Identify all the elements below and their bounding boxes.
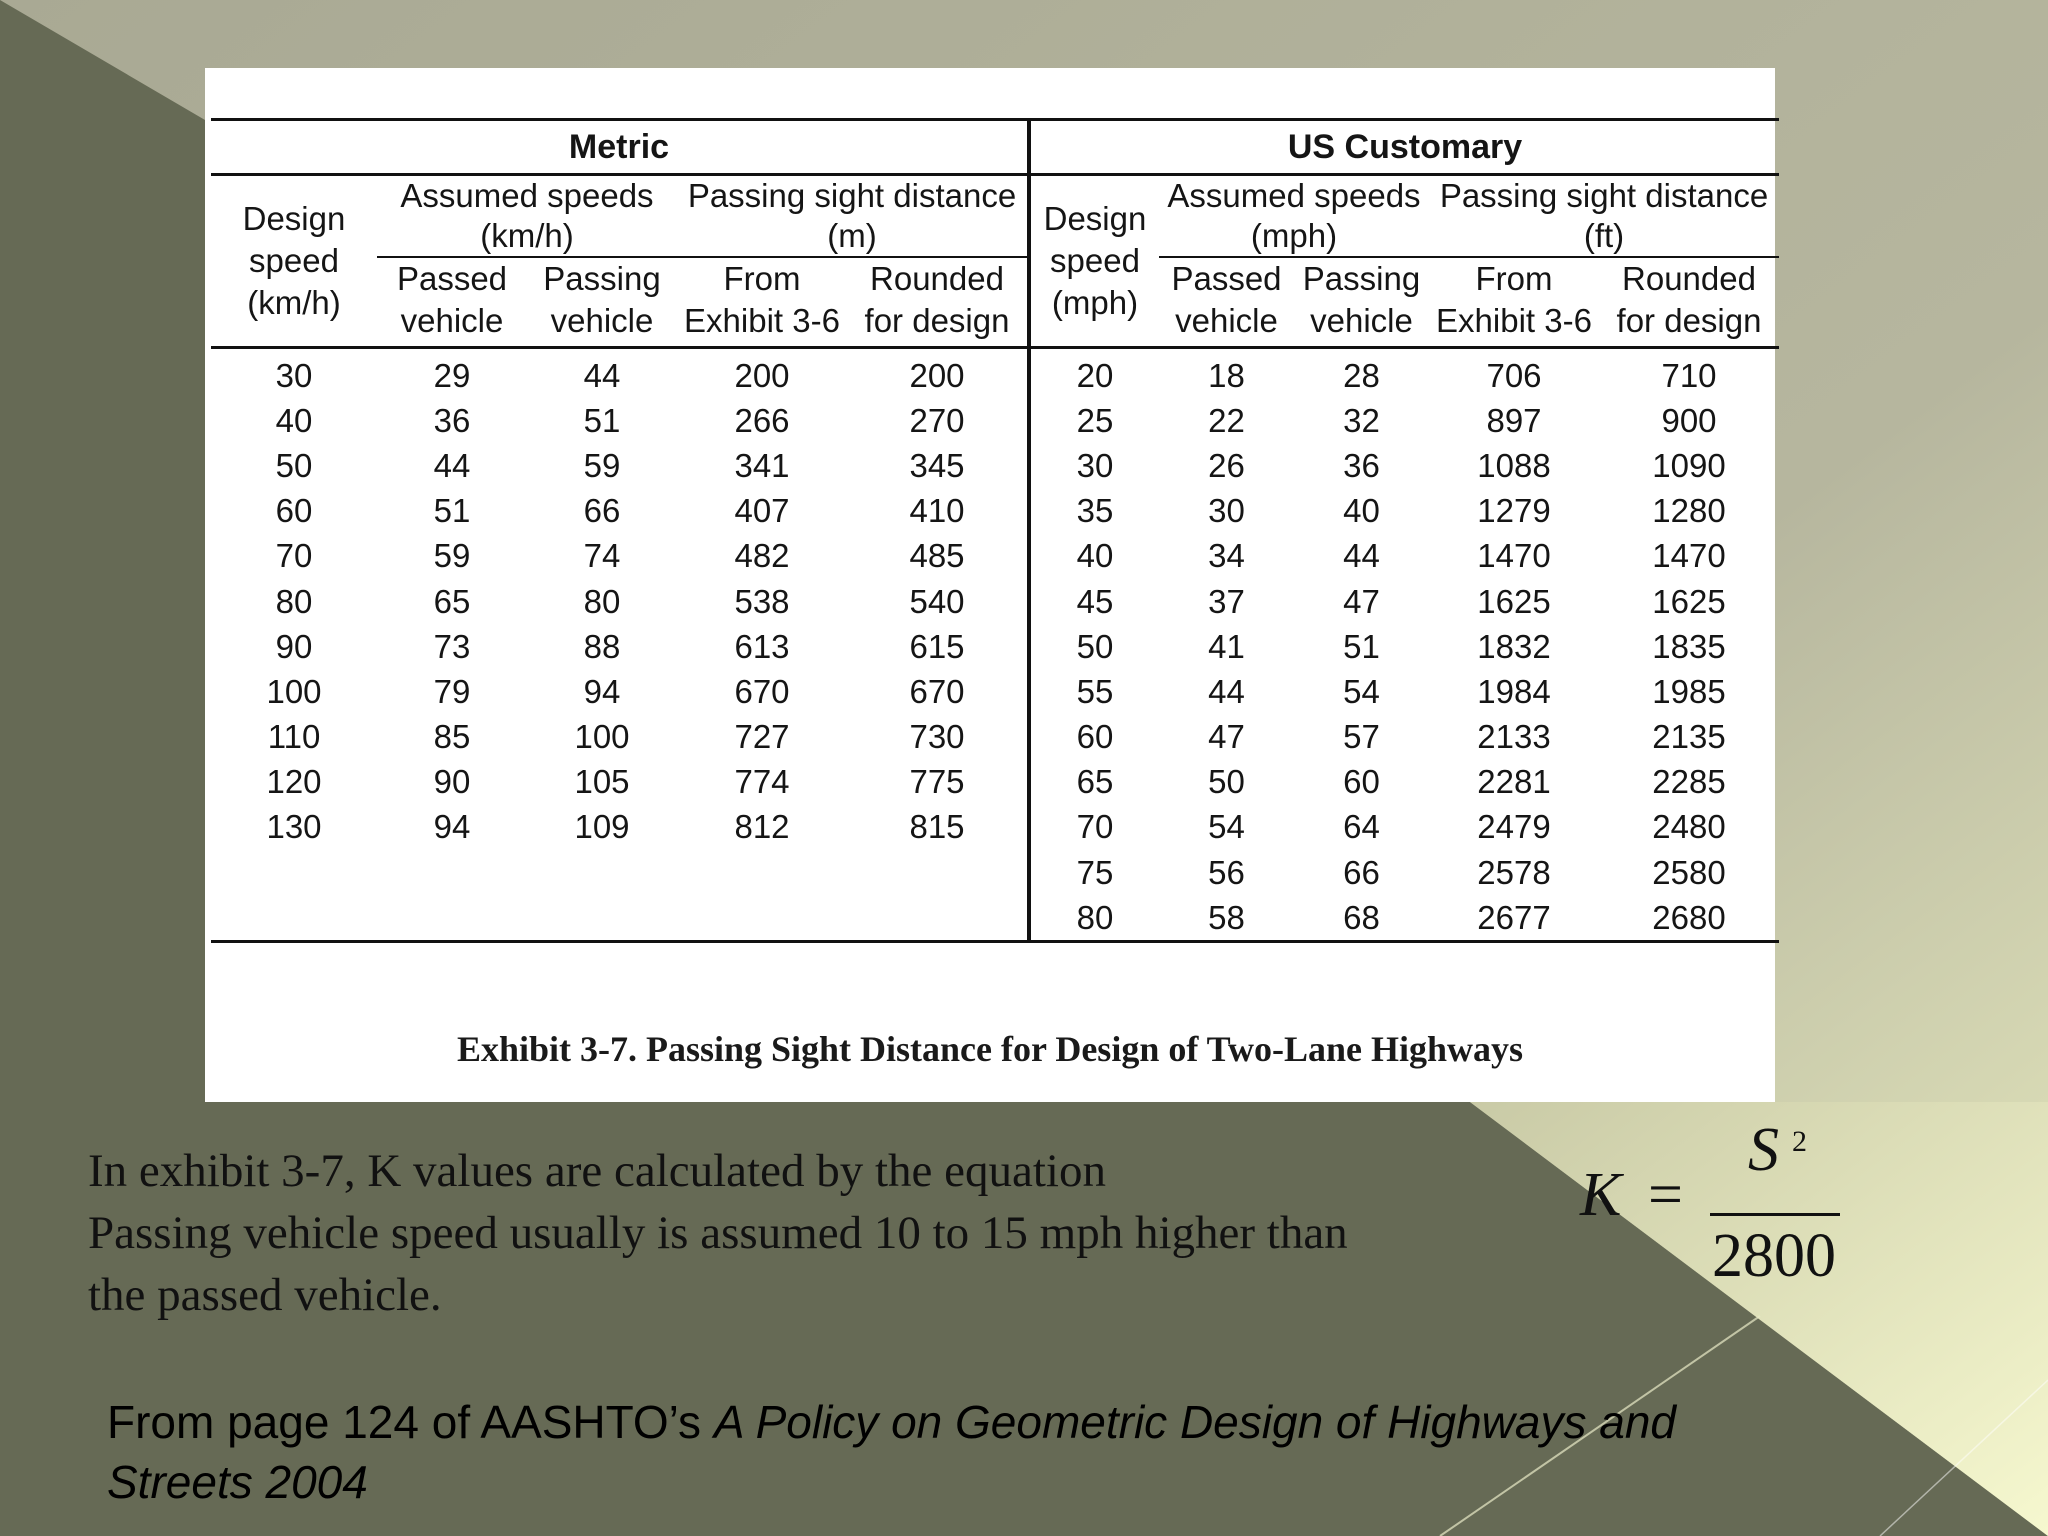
table-row: 45 37 47 1625 1625 (1076, 582, 1726, 620)
table-row-empty (211, 850, 1027, 895)
table-row: 70 59 74 482 485 (275, 537, 965, 575)
design-speed-header: Design speed (mph) (1029, 175, 1159, 348)
source-title-cont: Streets 2004 (107, 1456, 368, 1508)
table-row: 90 73 88 613 615 (275, 627, 965, 665)
passing-vehicle-header: Passing vehicle (1294, 257, 1429, 348)
table-row: 50 41 51 1832 1835 (1076, 627, 1726, 665)
table-row: 55 44 54 1984 1985 (1076, 672, 1726, 710)
source-title: A Policy on Geometric Design of Highways and (713, 1396, 1677, 1448)
formula-equals: = (1648, 1161, 1683, 1229)
body-text (88, 1140, 1488, 1326)
exhibit-caption: Exhibit 3-7. Passing Sight Distance for Design of Two-Lane Highways (456, 1029, 1524, 1069)
body-line: the passed vehicle. (88, 1269, 442, 1321)
passing-vehicle-header: Passing vehicle (527, 257, 677, 348)
from-exhibit-header: From Exhibit 3-6 (1429, 257, 1599, 348)
table-row: 70 54 64 2479 2480 (1076, 808, 1726, 846)
rounded-design-header: Rounded for design (1599, 257, 1779, 348)
passing-sight-distance-header: Passing sight distance (ft) (1429, 175, 1779, 258)
source-citation (107, 1392, 1907, 1512)
assumed-speeds-header: Assumed speeds (km/h) (377, 175, 677, 258)
table-row: 80 65 80 538 540 (275, 582, 965, 620)
table-row: 110 85 100 727 730 (267, 718, 965, 756)
table-row: 30 26 36 1088 1090 (1076, 446, 1726, 484)
table-row: 25 22 32 897 900 (1076, 401, 1717, 439)
table-row: 75 56 66 2578 2580 (1076, 853, 1726, 891)
table-row: 130 94 109 812 815 (266, 808, 965, 846)
source-prefix: From page 124 of AASHTO’s (107, 1396, 714, 1448)
metric-table (211, 118, 1027, 943)
table-row: 30 29 44 200 200 (275, 356, 965, 394)
table-row: 120 90 105 774 775 (266, 763, 965, 801)
formula-exponent: 2 (1792, 1125, 1807, 1158)
formula-denominator: 2800 (1712, 1222, 1836, 1290)
passed-vehicle-header: Passed vehicle (377, 257, 527, 348)
fraction-bar (1710, 1213, 1840, 1216)
table-row-empty (211, 895, 1027, 942)
table-row: 50 44 59 341 345 (275, 446, 965, 484)
us-customary-header: US Customary (1029, 120, 1779, 175)
table-row: 20 18 28 706 710 (1076, 356, 1717, 394)
table-row: 40 34 44 1470 1470 (1076, 537, 1726, 575)
from-exhibit-header: From Exhibit 3-6 (677, 257, 847, 348)
us-customary-table (1027, 118, 1779, 943)
exhibit-image (205, 68, 1775, 1102)
table-row: 100 79 94 670 670 (266, 672, 965, 710)
design-speed-header: Design speed (km/h) (211, 175, 377, 348)
table-row: 40 36 51 266 270 (275, 401, 965, 439)
k-equation (1580, 1115, 1860, 1295)
passed-vehicle-header: Passed vehicle (1159, 257, 1294, 348)
metric-header: Metric (211, 120, 1027, 175)
rounded-design-header: Rounded for design (847, 257, 1027, 348)
table-row: 80 58 68 2677 2680 (1076, 898, 1726, 936)
assumed-speeds-header: Assumed speeds (mph) (1159, 175, 1429, 258)
formula-lhs: K (1580, 1161, 1622, 1229)
table-row: 35 30 40 1279 1280 (1076, 492, 1726, 530)
passing-sight-distance-header: Passing sight distance (m) (677, 175, 1027, 258)
body-line: Passing vehicle speed usually is assumed 10 to 15 mph higher than (88, 1207, 1348, 1259)
body-line: In exhibit 3-7, K values are calculated by the equation (88, 1145, 1106, 1197)
table-row: 60 51 66 407 410 (275, 492, 965, 530)
formula-numerator: S (1748, 1116, 1779, 1184)
table-row: 60 47 57 2133 2135 (1076, 718, 1726, 756)
table-row: 65 50 60 2281 2285 (1076, 763, 1726, 801)
